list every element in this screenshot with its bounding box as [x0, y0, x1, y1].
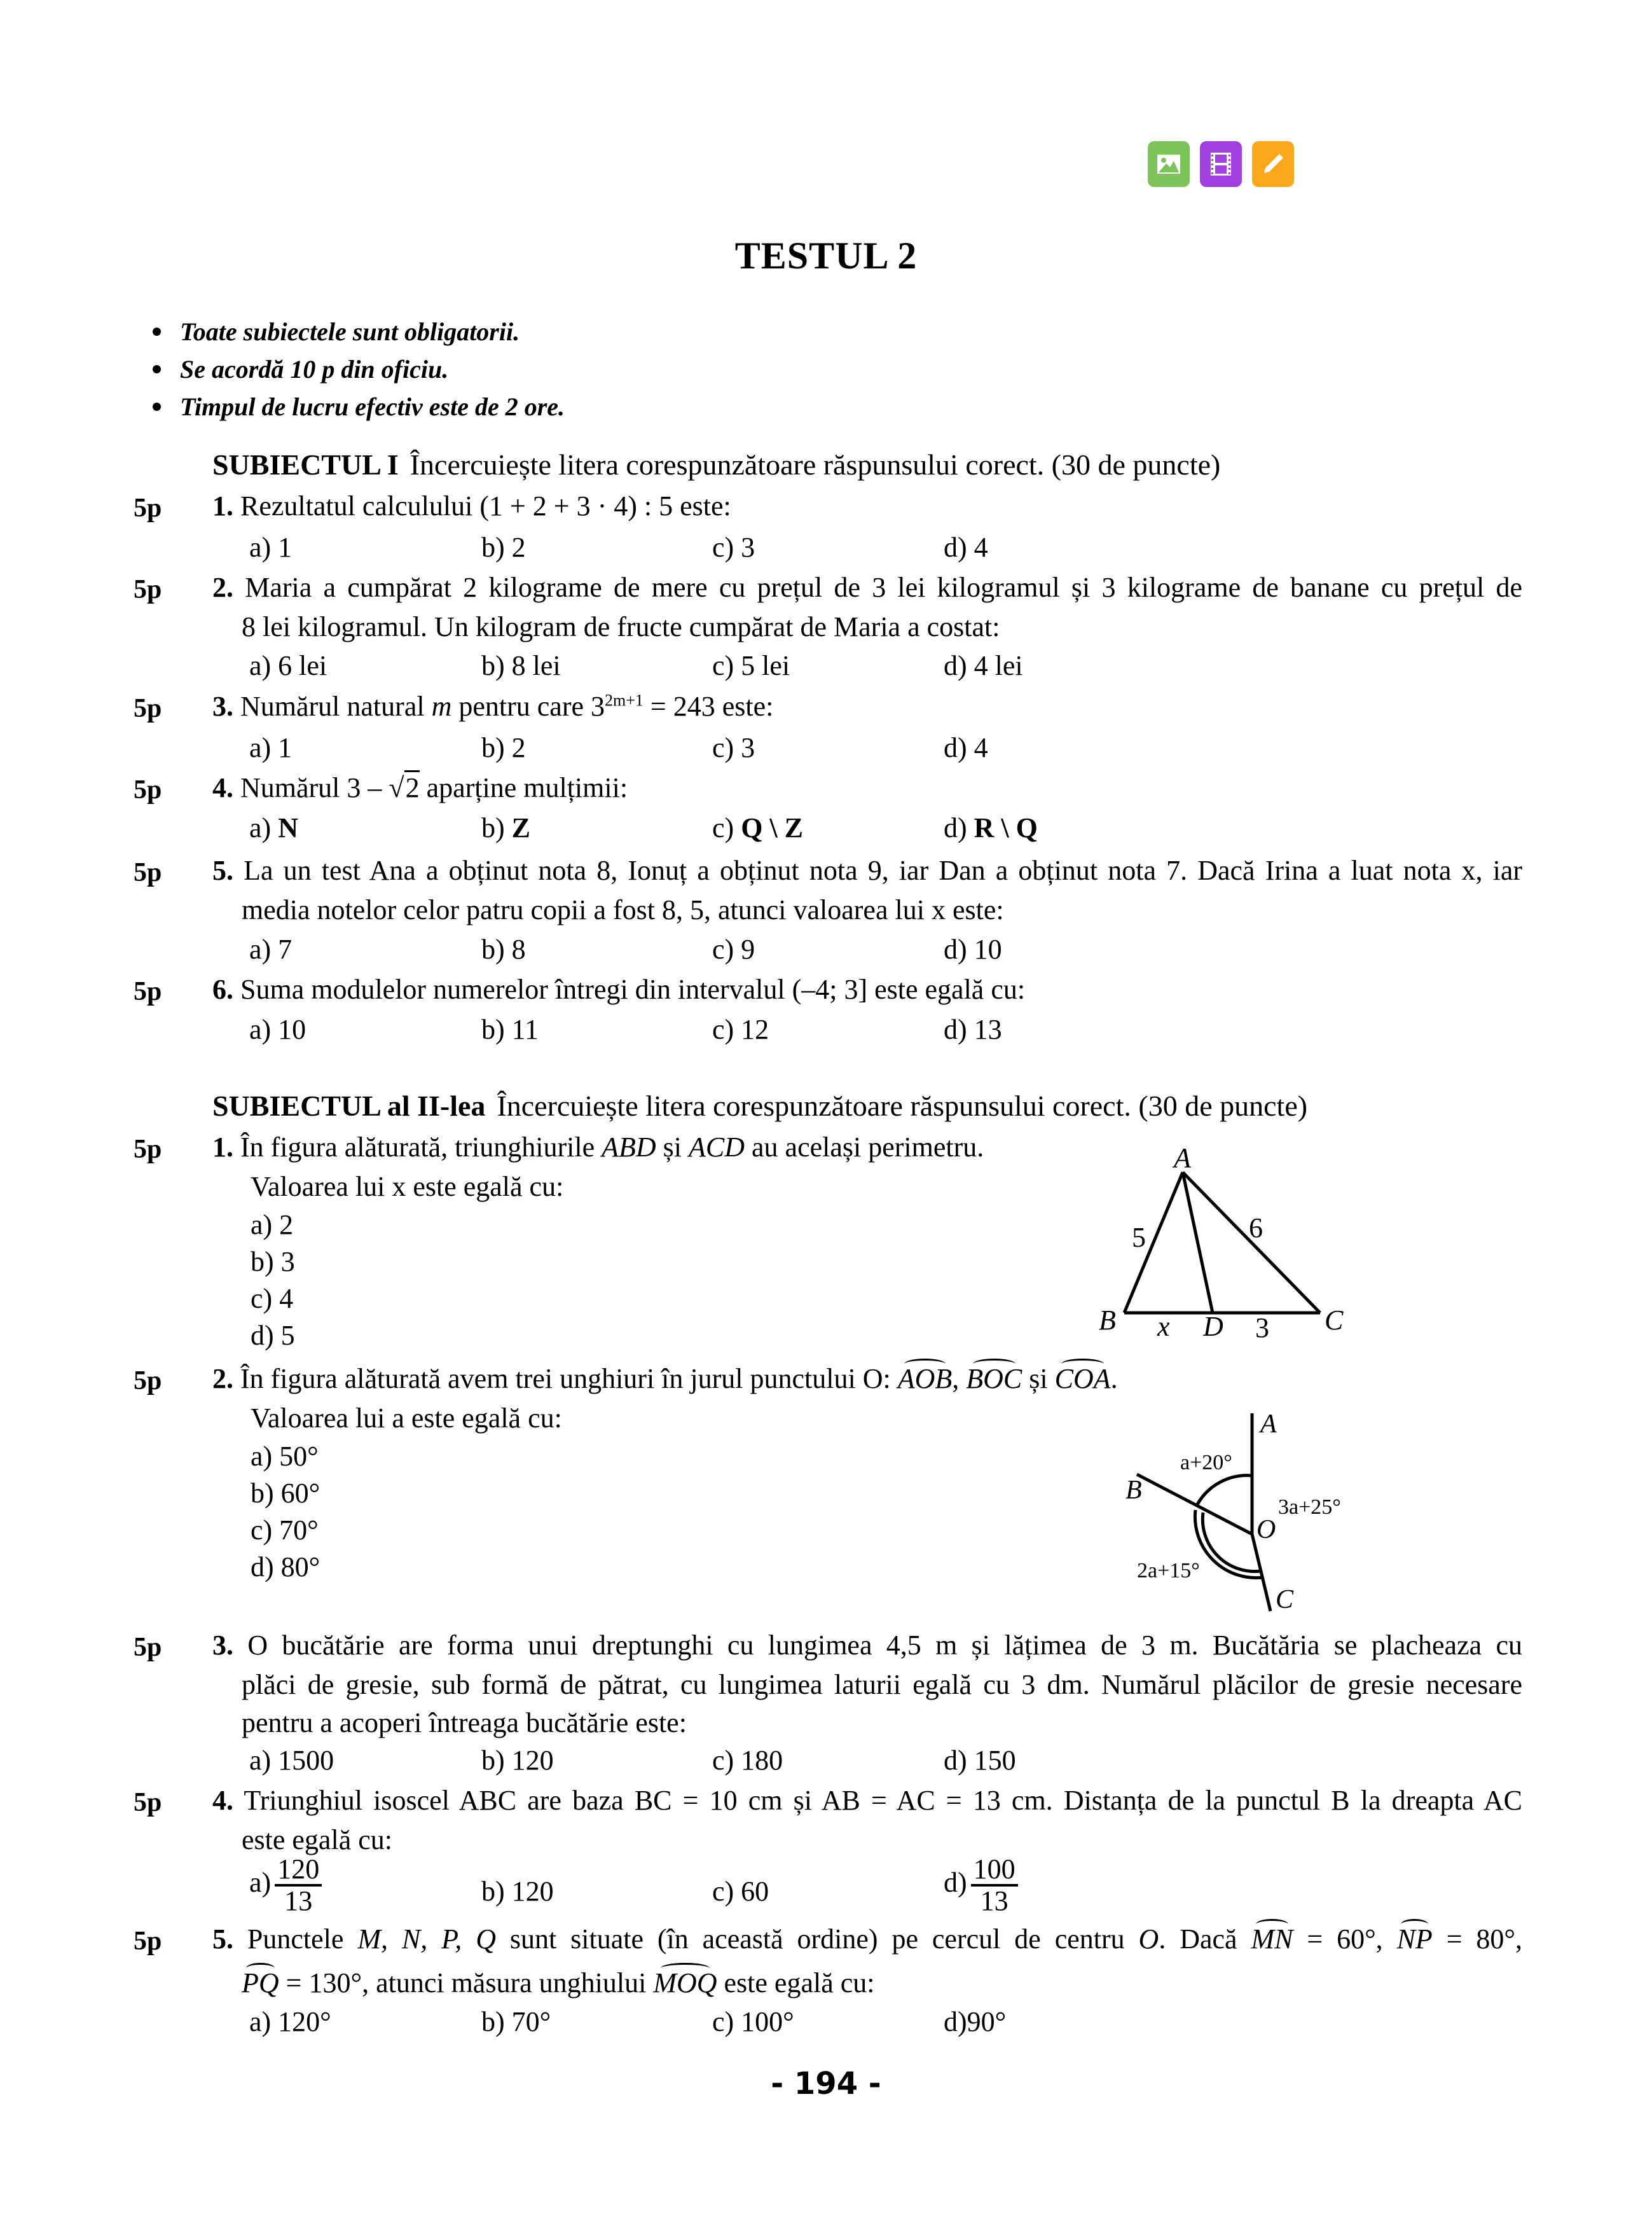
subject2-instruction: Încercuiește litera corespunzătoare răspunsului corect. (30 de puncte)	[497, 1090, 1308, 1122]
denominator: 13	[284, 1885, 313, 1916]
vertex-a-label: A	[1174, 1142, 1191, 1174]
question-4: 4. Numărul 3 – √2 aparține mulțimii:	[212, 772, 628, 804]
question-text: aparține mulțimii:	[419, 772, 628, 803]
question-text: Triunghiul isoscel ABC are baza BC = 10 cm și AB = AC = 13 cm. Distanța de la punctul B la dreapta AC	[244, 1785, 1522, 1816]
question-text: Punctele	[247, 1923, 358, 1955]
option-set: Z	[511, 812, 531, 843]
arc-aob	[1197, 1476, 1252, 1506]
angle-aoc-label: 3a+25°	[1278, 1495, 1341, 1519]
instruction-item	[153, 350, 565, 388]
question-1	[212, 490, 731, 522]
question-text-cont	[242, 1967, 875, 1999]
option-a[interactable]: a) 2	[251, 1209, 294, 1240]
option-c[interactable]: c) 100°	[712, 2006, 794, 2037]
question-text: Suma modulelor numerelor întregi din intervalul (–4; 3] este egală cu:	[240, 974, 1026, 1005]
subject1-instruction: Încercuiește litera corespunzătoare răspunsului corect. (30 de puncte)	[410, 448, 1221, 481]
page-number: - 194 -	[771, 2066, 881, 2102]
question-text: O bucătărie are forma unui dreptunghi cu lungimea 4,5 m și lățimea de 3 m. Bucătăria se placheaza cu	[247, 1630, 1523, 1661]
question-number: 4.	[212, 772, 233, 803]
question-2-4	[212, 1784, 1522, 1817]
question-6	[212, 973, 1025, 1006]
question-number: 2.	[212, 1363, 233, 1394]
subject1-header	[212, 448, 1220, 481]
option-c[interactable]: c) 12	[712, 1014, 769, 1045]
option-d[interactable]: d) 4	[944, 732, 988, 763]
instruction-item	[153, 388, 565, 426]
subject2-header	[212, 1089, 1307, 1123]
question-text: În figura alăturată avem trei unghiuri în jurul punctului O:	[240, 1363, 898, 1394]
question-text: și	[656, 1132, 689, 1163]
option-letter: b)	[481, 812, 512, 843]
variable: m	[431, 691, 452, 722]
question-text-cont: pentru a acoperi întreaga bucătărie este:	[242, 1707, 687, 1738]
triangle-name: ABD	[602, 1132, 656, 1163]
question-2-5	[212, 1923, 1522, 1955]
question-text: La un test Ana a obținut nota 8, Ionuț a obținut nota 9, iar Dan a obținut nota 7. Dacă Irina a luat nota x, iar	[244, 855, 1523, 886]
option-a[interactable]: a) 120°	[249, 2006, 331, 2037]
option-d[interactable]: d) 4	[944, 532, 988, 563]
length-dc-label: 3	[1255, 1312, 1269, 1343]
option-d[interactable]: d) 10	[944, 934, 1002, 965]
option-a[interactable]: a) 1	[249, 732, 293, 763]
points-label: 5p	[134, 775, 162, 805]
pencil-icon[interactable]	[1252, 141, 1294, 187]
question-text: au același perimetru.	[745, 1132, 984, 1163]
segment-ad	[1183, 1172, 1213, 1313]
option-c[interactable]: c) 180	[712, 1745, 783, 1776]
bullet-icon	[153, 328, 161, 336]
option-c[interactable]: c) 70°	[251, 1514, 319, 1546]
option-set: Q \ Z	[741, 812, 803, 843]
option-c[interactable]: c) 3	[712, 732, 755, 763]
option-b[interactable]	[481, 812, 530, 844]
angle-name: MOQ	[653, 1967, 717, 1998]
question-2	[212, 571, 1522, 604]
option-d[interactable]: d) 150	[944, 1745, 1016, 1776]
arc-name: MN	[1251, 1923, 1293, 1955]
triangle-name: ACD	[689, 1132, 745, 1163]
arc-name: NP	[1396, 1923, 1433, 1955]
question-number: 2.	[212, 572, 233, 603]
question-text-cont: Valoarea lui x este egală cu:	[251, 1171, 564, 1202]
option-d[interactable]: d) 13	[944, 1014, 1002, 1045]
question-number: 6.	[212, 974, 233, 1005]
option-a[interactable]: a) 10	[249, 1014, 306, 1045]
option-b[interactable]: b) 60°	[251, 1478, 320, 1509]
exponent: 2m+1	[605, 691, 644, 710]
question-text-cont: Valoarea lui a este egală cu:	[251, 1402, 562, 1434]
points-label: 5p	[134, 1927, 162, 1956]
question-number: 1.	[212, 490, 233, 522]
option-d[interactable]: d) 4 lei	[944, 650, 1023, 681]
option-set: R \ Q	[974, 812, 1038, 843]
angle-name: BOC	[966, 1363, 1022, 1394]
subject1-heading: SUBIECTUL I	[212, 448, 399, 481]
instruction-text: Toate subiectele sunt obligatorii.	[180, 317, 520, 346]
option-d[interactable]: d)90°	[944, 2006, 1007, 2037]
question-text-cont: media notelor celor patru copii a fost 8, 5, atunci valoarea lui x este:	[242, 894, 1004, 925]
point-a-label: A	[1260, 1409, 1277, 1439]
question-text: este:	[673, 490, 731, 522]
question-text: este egală cu:	[717, 1967, 875, 1998]
vertex-c-label: C	[1325, 1305, 1344, 1336]
option-set: N	[278, 812, 298, 843]
option-a[interactable]: a) 6 lei	[249, 650, 327, 681]
option-b[interactable]: b) 3	[251, 1246, 295, 1277]
question-number: 5.	[212, 1923, 233, 1955]
question-text: . Dacă	[1159, 1923, 1251, 1955]
instruction-text: Timpul de lucru efectiv este de 2 ore.	[180, 392, 565, 421]
option-letter: d)	[944, 1867, 967, 1899]
points-label: 5p	[134, 694, 162, 723]
option-letter: c)	[712, 812, 741, 843]
option-c[interactable]: c) 60	[712, 1876, 769, 1907]
points-label: 5p	[134, 575, 162, 604]
question-text: În figura alăturată, triunghiurile	[240, 1132, 602, 1163]
instructions-list	[153, 313, 565, 426]
option-b[interactable]: b) 120	[481, 1745, 554, 1776]
page-title: TESTUL 2	[734, 235, 918, 277]
option-letter: a)	[249, 812, 279, 843]
angle-boc-label: 2a+15°	[1137, 1559, 1200, 1582]
option-a[interactable]	[249, 1855, 322, 1916]
points-label: 5p	[134, 1135, 162, 1164]
question-text: = 243 este:	[643, 691, 774, 722]
bullet-icon	[153, 403, 161, 411]
points-label: 5p	[134, 1366, 162, 1395]
question-5	[212, 854, 1522, 887]
option-a[interactable]: a) 1500	[249, 1745, 334, 1776]
points-label: 5p	[134, 1788, 162, 1817]
option-a[interactable]: a) 7	[249, 934, 293, 965]
question-3	[212, 690, 773, 723]
numerator: 100	[971, 1855, 1018, 1887]
center-name: O	[1138, 1923, 1159, 1955]
question-number: 1.	[212, 1132, 233, 1163]
question-2-1	[212, 1131, 984, 1163]
fraction	[971, 1855, 1018, 1916]
points-label: 5p	[134, 494, 162, 523]
instruction-text: Se acordă 10 p din oficiu.	[180, 355, 449, 384]
question-number: 4.	[212, 1785, 233, 1816]
sqrt-radicand: 2	[404, 770, 420, 803]
option-d[interactable]: d) 5	[251, 1320, 295, 1351]
question-text: Numărul 3 –	[240, 772, 389, 803]
point-b-label: B	[1125, 1476, 1142, 1505]
option-d[interactable]: d) 80°	[251, 1551, 320, 1582]
option-b[interactable]: b) 8 lei	[481, 650, 561, 681]
question-text: = 80°,	[1432, 1923, 1522, 1955]
image-icon[interactable]	[1148, 141, 1190, 187]
instruction-item	[153, 313, 565, 350]
length-ab-label: 5	[1132, 1222, 1146, 1253]
fraction	[275, 1855, 322, 1916]
question-text: sunt situate (în această ordine) pe cercul de centru	[495, 1923, 1139, 1955]
arc-name: PQ	[242, 1967, 279, 1998]
angle-name: AOB	[897, 1363, 953, 1394]
film-icon[interactable]	[1200, 141, 1242, 187]
length-bd-label: x	[1157, 1311, 1170, 1342]
option-c[interactable]	[712, 812, 803, 844]
angle-figure	[1106, 1399, 1386, 1641]
points-names: M, N, P, Q	[357, 1923, 496, 1955]
question-text-cont: plăci de gresie, sub formă de pătrat, cu lungimea laturii egală cu 3 dm. Numărul plăcilor de gresie necesare	[242, 1669, 1522, 1700]
vertex-d-label: D	[1203, 1311, 1223, 1342]
option-b[interactable]: b) 2	[481, 732, 526, 763]
option-c[interactable]: c) 4	[251, 1283, 294, 1314]
numerator: 120	[275, 1855, 322, 1887]
option-b[interactable]: b) 11	[481, 1014, 539, 1045]
option-d[interactable]	[944, 812, 1038, 844]
points-label: 5p	[134, 977, 162, 1006]
math-expression: (1 + 2 + 3 · 4) : 5	[479, 490, 673, 522]
question-text: Maria a cumpărat 2 kilograme de mere cu prețul de 3 lei kilogramul și 3 kilograme de banane cu prețul de	[245, 572, 1522, 603]
question-text: Rezultatul calculului	[240, 490, 480, 522]
option-a[interactable]	[249, 812, 298, 844]
question-number: 5.	[212, 855, 233, 886]
point-o-label: O	[1256, 1515, 1276, 1544]
question-text: = 60°,	[1293, 1923, 1397, 1955]
question-2-3	[212, 1629, 1522, 1661]
vertex-b-label: B	[1099, 1305, 1116, 1336]
option-a[interactable]: a) 1	[249, 532, 293, 563]
question-text: = 130°, atunci măsura unghiului	[279, 1967, 654, 1998]
question-text: Numărul natural	[240, 691, 432, 722]
question-text: pentru care 3	[451, 691, 605, 722]
option-a[interactable]: a) 50°	[251, 1441, 319, 1472]
question-number: 3.	[212, 691, 233, 722]
toolbar-icons	[1148, 141, 1294, 187]
subject2-heading: SUBIECTUL al II-lea	[212, 1090, 486, 1122]
denominator: 13	[980, 1885, 1008, 1916]
length-ac-label: 6	[1249, 1212, 1263, 1243]
angle-aob-label: a+20°	[1180, 1451, 1232, 1474]
option-b[interactable]: b) 70°	[481, 2006, 551, 2037]
option-c[interactable]: c) 3	[712, 532, 755, 563]
points-label: 5p	[134, 1633, 162, 1662]
question-text-cont: 8 lei kilogramul. Un kilogram de fructe cumpărat de Maria a costat:	[242, 611, 1000, 642]
point-c-label: C	[1276, 1585, 1294, 1614]
angle-name: COA	[1054, 1363, 1111, 1394]
question-text-cont: este egală cu:	[242, 1824, 392, 1855]
triangle-figure	[1081, 1132, 1373, 1368]
option-b[interactable]: b) 8	[481, 934, 526, 965]
option-letter: a)	[249, 1867, 272, 1899]
question-number: 3.	[212, 1630, 233, 1661]
option-d[interactable]	[944, 1855, 1018, 1916]
option-b[interactable]: b) 120	[481, 1876, 554, 1907]
points-label: 5p	[134, 858, 162, 887]
bullet-icon	[153, 365, 161, 373]
question-2-2: 2. În figura alăturată avem trei unghiuri în jurul punctului O: AOB, BOC și COA.	[212, 1363, 1118, 1394]
question-text: și	[1022, 1363, 1055, 1394]
option-b[interactable]: b) 2	[481, 532, 526, 563]
option-letter: d)	[944, 812, 974, 843]
option-c[interactable]: c) 9	[712, 934, 755, 965]
option-c[interactable]: c) 5 lei	[712, 650, 790, 681]
